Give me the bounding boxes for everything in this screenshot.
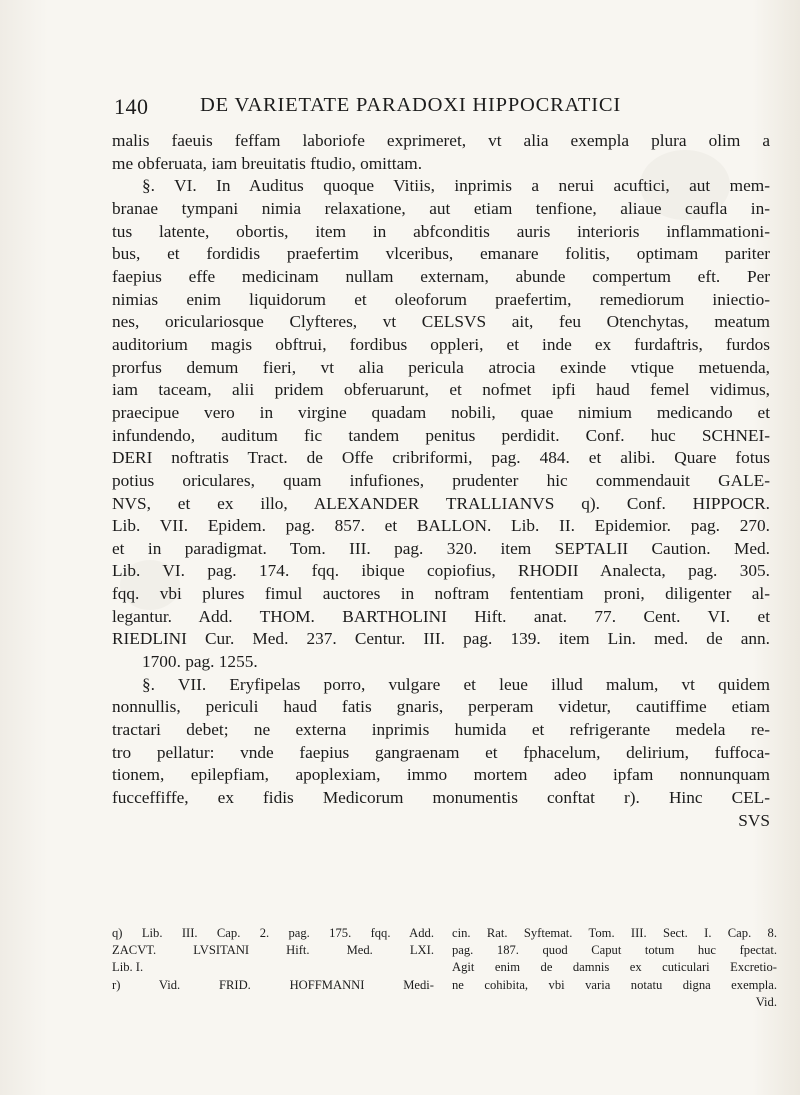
text-line: NVS, et ex illo, ALEXANDER TRALLIANVS q). Conf. HIPPOCR. [112, 493, 770, 513]
text-line: tionem, epilepfiam, apoplexiam, immo mortem adeo ipfam nonnunquam [112, 765, 770, 785]
text-line: infundendo, auditum fic tandem penitus perdidit. Conf. huc SCHNEI- [112, 425, 770, 445]
text-line: potius oriculares, quam infufiones, prudenter hic commendauit GALE- [112, 470, 770, 490]
text-line: malis faeuis feffam laboriofe exprimeret, vt alia exempla plura olim a [112, 131, 770, 150]
footnotes-left-column [112, 925, 434, 994]
text-line: bus, et fordidis praefertim vlceribus, emanare folitis, optimam pariter [112, 244, 770, 264]
text-line: nonnullis, periculi haud fatis gnaris, perperam videtur, cautiffime etiam [112, 697, 770, 717]
text-line: legantur. Add. THOM. BARTHOLINI Hift. anat. 77. Cent. VI. et [112, 606, 770, 626]
running-title: DE VARIETATE PARADOXI HIPPOCRATICI [200, 94, 621, 116]
footnote-line: Agit enim de damnis ex cuticulari Excretio- [452, 960, 777, 975]
footnote-line: r) Vid. FRID. HOFFMANNI Medi- [112, 977, 434, 992]
catchword: SVS [738, 810, 770, 830]
footnote-line: pag. 187. quod Caput totum huc fpectat. [452, 943, 777, 958]
footnote-line: ZACVT. LVSITANI Hift. Med. LXI. [112, 943, 434, 958]
page-header [114, 94, 754, 124]
text-line: prorfus demum fieri, vt alia pericula atrocia exinde vtique metuenda, [112, 357, 770, 377]
text-line: nimias enim liquidorum et oleoforum praefertim, remediorum iniectio- [112, 289, 770, 309]
text-line: tractari debet; ne externa inprimis humida et refrigerante medela re- [112, 720, 770, 740]
footnote-line: Lib. I. [112, 960, 144, 975]
footnote-line: q) Lib. III. Cap. 2. pag. 175. fqq. Add. [112, 926, 434, 940]
footnotes [112, 925, 777, 1055]
text-line: Lib. VII. Epidem. pag. 857. et BALLON. Lib. II. Epidemior. pag. 270. [112, 516, 770, 536]
text-line: nes, oriculariosque Clyfteres, vt CELSVS ait, feu Otenchytas, meatum [112, 312, 770, 332]
text-line: DERI noftratis Tract. de Offe cribriformi, pag. 484. et alibi. Quare fotus [112, 448, 770, 468]
text-line: fucceffiffe, ex fidis Medicorum monumentis conftat r). Hinc CEL- [112, 788, 770, 808]
text-line: tro pellatur: vnde faepius gangraenam et fphacelum, delirium, fuffoca- [112, 742, 770, 762]
text-line: faepius effe medicinam nullam externam, abunde compertum eft. Per [112, 266, 770, 286]
text-line: me obferuata, iam breuitatis ftudio, omittam. [112, 153, 423, 173]
footnotes-right-column [452, 925, 777, 1011]
footnote-catchword: Vid. [755, 994, 777, 1009]
text-line: praecipue vero in virgine quadam nobili, quae nimium medicando et [112, 402, 770, 422]
text-line: fqq. vbi plures fimul auctores in noftram fententiam proni, diligenter al- [112, 584, 770, 604]
text-line: RIEDLINI Cur. Med. 237. Centur. III. pag. 139. item Lin. med. de ann. [112, 629, 770, 649]
text-line: iam taceam, alii pridem obferuarunt, et nofmet ipfi haud femel vidimus, [112, 380, 770, 400]
footnote-line: cin. Rat. Syftemat. Tom. III. Sect. I. Cap. 8. [452, 926, 777, 940]
footnote-line: ne cohibita, vbi varia notatu digna exempla. [452, 977, 777, 992]
text-line: et in paradigmat. Tom. III. pag. 320. item SEPTALII Caution. Med. [112, 538, 770, 558]
body-text [112, 130, 770, 832]
text-line: §. VII. Eryfipelas porro, vulgare et leue illud malum, vt quidem [142, 674, 770, 694]
page-number: 140 [114, 94, 149, 119]
text-line: 1700. pag. 1255. [142, 652, 258, 672]
text-line: §. VI. In Auditus quoque Vitiis, inprimis a nerui acuftici, aut mem- [142, 176, 770, 196]
text-line: Lib. VI. pag. 174. fqq. ibique copiofius, RHODII Analecta, pag. 305. [112, 561, 770, 581]
text-line: tus latente, obortis, item in abfconditis auris interioris inflammationi- [112, 221, 770, 241]
text-line: auditorium magis obftrui, fordibus oppleri, et inde ex furdaftris, furdos [112, 334, 770, 354]
text-line: branae tympani nimia relaxatione, aut etiam tenfione, aliaue caufla in- [112, 198, 770, 218]
